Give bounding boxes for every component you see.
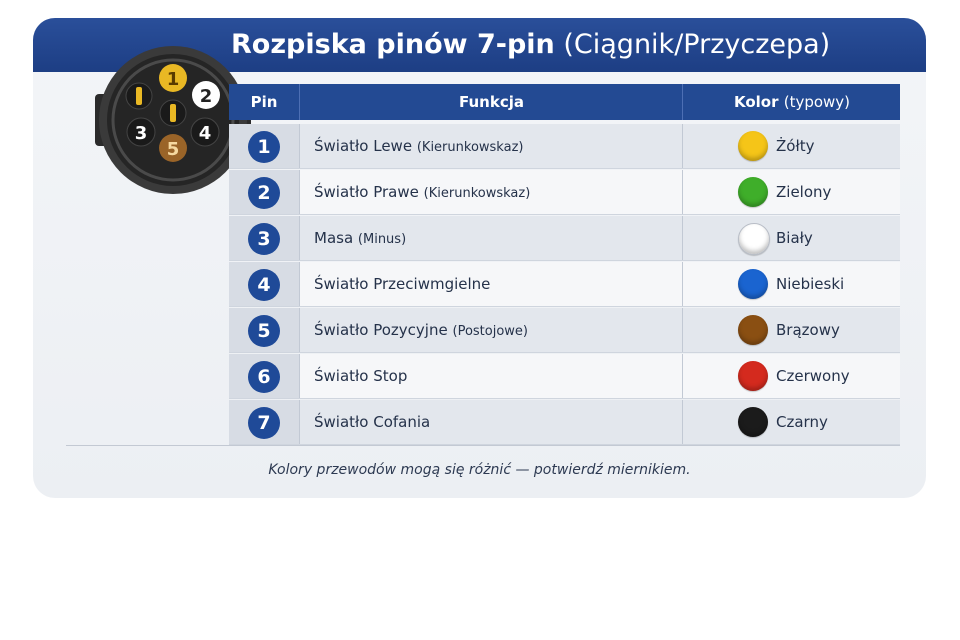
color-cell — [682, 354, 900, 398]
table-row — [229, 216, 900, 261]
table-row — [229, 354, 900, 399]
connector-slot-left-contact — [136, 87, 142, 105]
function-label: Światło Cofania — [314, 413, 431, 431]
pin-cell — [229, 170, 299, 214]
table-row — [229, 308, 900, 353]
page-title — [231, 26, 830, 64]
color-swatch — [738, 223, 770, 255]
table-row — [229, 124, 900, 169]
pinout-card — [33, 18, 926, 498]
pin-number: 4 — [248, 269, 280, 301]
color-cell — [682, 170, 900, 214]
title-main: Rozpiska pinów 7-pin — [231, 29, 555, 60]
connector-pin-4-label: 4 — [198, 123, 212, 144]
connector-icon — [95, 44, 251, 196]
function-label: Światło Stop — [314, 367, 408, 385]
function-cell — [299, 170, 682, 214]
function-cell — [299, 262, 682, 306]
function-cell — [299, 124, 682, 168]
connector-pin-2-label: 2 — [199, 86, 213, 107]
divider — [66, 445, 900, 446]
pin-number: 3 — [248, 223, 280, 255]
function-note: (Minus) — [357, 232, 407, 247]
header-color-label: Kolor — [733, 93, 779, 111]
table-row — [229, 170, 900, 215]
color-cell — [682, 308, 900, 352]
function-cell — [299, 216, 682, 260]
pin-number: 5 — [248, 315, 280, 347]
color-name: Niebieski — [776, 275, 845, 293]
pin-number: 7 — [248, 407, 280, 439]
connector-pin-5-label: 5 — [166, 139, 180, 160]
header-color — [682, 84, 901, 120]
function-label: Masa — [314, 229, 354, 247]
color-name: Brązowy — [776, 321, 840, 339]
color-swatch — [738, 407, 768, 437]
function-note: (Kierunkowskaz) — [416, 140, 524, 155]
color-swatch — [738, 269, 768, 299]
connector-pin-3-label: 3 — [134, 123, 148, 144]
pin-number: 1 — [248, 131, 280, 163]
function-cell — [299, 354, 682, 398]
pin-cell — [229, 308, 299, 352]
function-label: Światło Przeciwmgielne — [314, 275, 491, 293]
color-name: Biały — [776, 229, 813, 247]
color-cell — [682, 262, 900, 306]
color-cell — [682, 216, 900, 260]
pin-cell — [229, 400, 299, 444]
pin-cell — [229, 124, 299, 168]
color-swatch — [738, 361, 768, 391]
color-name: Czarny — [776, 413, 828, 431]
color-name: Zielony — [776, 183, 832, 201]
color-swatch — [738, 177, 768, 207]
function-label: Światło Pozycyjne — [314, 321, 448, 339]
function-label: Światło Prawe — [314, 183, 419, 201]
color-swatch — [738, 315, 768, 345]
connector-slot-center-contact — [170, 104, 176, 122]
color-name: Czerwony — [776, 367, 850, 385]
header-pin: Pin — [250, 93, 278, 111]
function-note: (Kierunkowskaz) — [423, 186, 531, 201]
function-cell — [299, 400, 682, 444]
footnote: Kolory przewodów mogą się różnić — potwierdź miernikiem. — [268, 462, 691, 478]
title-sub: (Ciągnik/Przyczepa) — [563, 29, 831, 60]
function-label: Światło Lewe — [314, 137, 413, 155]
connector-pin-1-label: 1 — [166, 69, 180, 90]
header-color-note: (typowy) — [783, 93, 851, 111]
pin-cell — [229, 354, 299, 398]
function-note: (Postojowe) — [452, 324, 528, 339]
color-swatch — [738, 131, 768, 161]
table-row — [229, 400, 900, 445]
color-cell — [682, 400, 900, 444]
color-cell — [682, 124, 900, 168]
pin-number: 2 — [248, 177, 280, 209]
color-name: Żółty — [776, 137, 815, 155]
pin-cell — [229, 216, 299, 260]
pin-number: 6 — [248, 361, 280, 393]
table-header — [229, 84, 900, 120]
header-function: Funkcja — [299, 84, 683, 120]
table-row — [229, 262, 900, 307]
function-cell — [299, 308, 682, 352]
pin-cell — [229, 262, 299, 306]
